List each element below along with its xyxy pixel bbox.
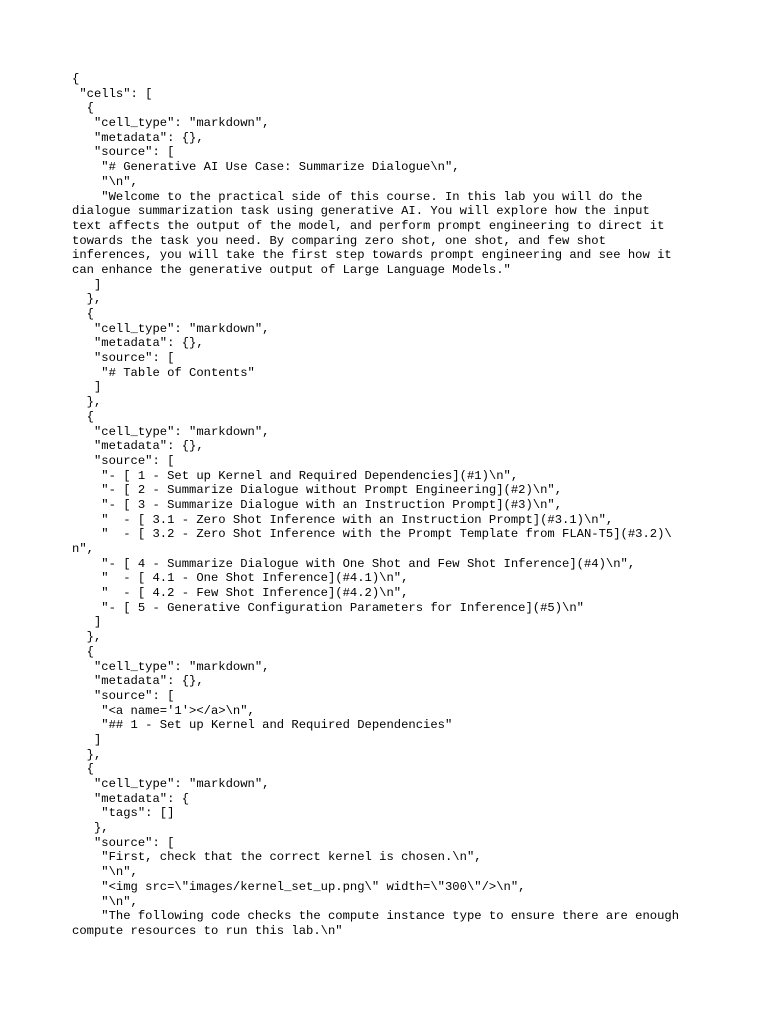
text-line: }, xyxy=(72,395,102,410)
text-line: "- [ 3 - Summarize Dialogue with an Instruction Prompt](#3)\n", xyxy=(72,497,563,512)
text-line: " - [ 4.1 - One Shot Inference](#4.1)\n", xyxy=(72,571,409,586)
text-line: ] xyxy=(72,380,102,395)
text-line: "- [ 5 - Generative Configuration Parameters for Inference](#5)\n" xyxy=(72,600,584,615)
text-line: inferences, you will take the first step towards prompt engineering and see how it xyxy=(72,248,672,263)
text-line: " - [ 3.2 - Zero Shot Inference with the Prompt Template from FLAN-T5](#3.2)\ xyxy=(72,527,672,542)
text-line: "cell_type": "markdown", xyxy=(72,777,270,791)
text-line: ] xyxy=(72,615,102,630)
text-line: "cell_type": "markdown", xyxy=(72,321,270,336)
text-line: "cell_type": "markdown", xyxy=(72,659,270,674)
text-line: "metadata": {}, xyxy=(72,674,204,689)
text-line: "cell_type": "markdown", xyxy=(72,116,270,131)
text-line: " - [ 3.1 - Zero Shot Inference with an Instruction Prompt](#3.1)\n", xyxy=(72,512,614,527)
text-line: "cell_type": "markdown", xyxy=(72,424,270,439)
text-line: "Welcome to the practical side of this course. In this lab you will do the xyxy=(72,189,643,204)
text-line: { xyxy=(72,101,94,116)
text-line: "## 1 - Set up Kernel and Required Dependencies" xyxy=(72,718,453,733)
text-line: ] xyxy=(72,732,102,747)
text-line: "- [ 4 - Summarize Dialogue with One Shot and Few Shot Inference](#4)\n", xyxy=(72,556,636,571)
text-line: " - [ 4.2 - Few Shot Inference](#4.2)\n", xyxy=(72,586,409,601)
text-line: { xyxy=(72,72,80,86)
text-line: "source": [ xyxy=(72,835,175,850)
notebook-json-text xyxy=(72,72,712,939)
text-line: "# Generative AI Use Case: Summarize Dialogue\n", xyxy=(72,160,460,175)
text-line: "metadata": {}, xyxy=(72,336,204,351)
text-line: text affects the output of the model, and perform prompt engineering to direct it xyxy=(72,218,665,233)
text-line: "- [ 1 - Set up Kernel and Required Dependencies](#1)\n", xyxy=(72,468,519,483)
text-line: "source": [ xyxy=(72,145,175,160)
text-line: { xyxy=(72,762,94,777)
text-line: "metadata": {}, xyxy=(72,130,204,145)
text-line: "\n", xyxy=(72,894,138,909)
text-line: }, xyxy=(72,821,109,836)
text-line: "tags": [] xyxy=(72,806,175,821)
text-line: ] xyxy=(72,277,102,292)
text-line: "source": [ xyxy=(72,453,175,468)
text-line: }, xyxy=(72,292,102,307)
text-line: dialogue summarization task using generative AI. You will explore how the input xyxy=(72,204,650,219)
text-line: }, xyxy=(72,747,102,762)
text-line: "source": [ xyxy=(72,351,175,366)
text-line: "First, check that the correct kernel is chosen.\n", xyxy=(72,850,482,865)
text-line: { xyxy=(72,409,94,424)
text-line: "# Table of Contents" xyxy=(72,365,255,380)
text-line: "\n", xyxy=(72,174,138,189)
text-line: "The following code checks the compute instance type to ensure there are enough xyxy=(72,909,680,924)
text-line: { xyxy=(72,307,94,321)
text-line: }, xyxy=(72,630,102,645)
text-line: { xyxy=(72,644,94,659)
text-line: can enhance the generative output of Large Language Models." xyxy=(72,262,511,277)
text-line: "<a name='1'></a>\n", xyxy=(72,703,255,718)
text-line: "<img src=\"images/kernel_set_up.png\" width=\"300\"/>\n", xyxy=(72,879,526,894)
text-line: n", xyxy=(72,542,94,556)
text-line: towards the task you need. By comparing zero shot, one shot, and few shot xyxy=(72,233,606,248)
text-line: "- [ 2 - Summarize Dialogue without Prompt Engineering](#2)\n", xyxy=(72,483,563,498)
text-line: compute resources to run this lab.\n" xyxy=(72,923,343,938)
text-line: "source": [ xyxy=(72,688,175,703)
text-line: "cells": [ xyxy=(72,86,153,101)
text-line: "\n", xyxy=(72,865,138,880)
text-line: "metadata": { xyxy=(72,791,190,806)
text-line: "metadata": {}, xyxy=(72,439,204,454)
